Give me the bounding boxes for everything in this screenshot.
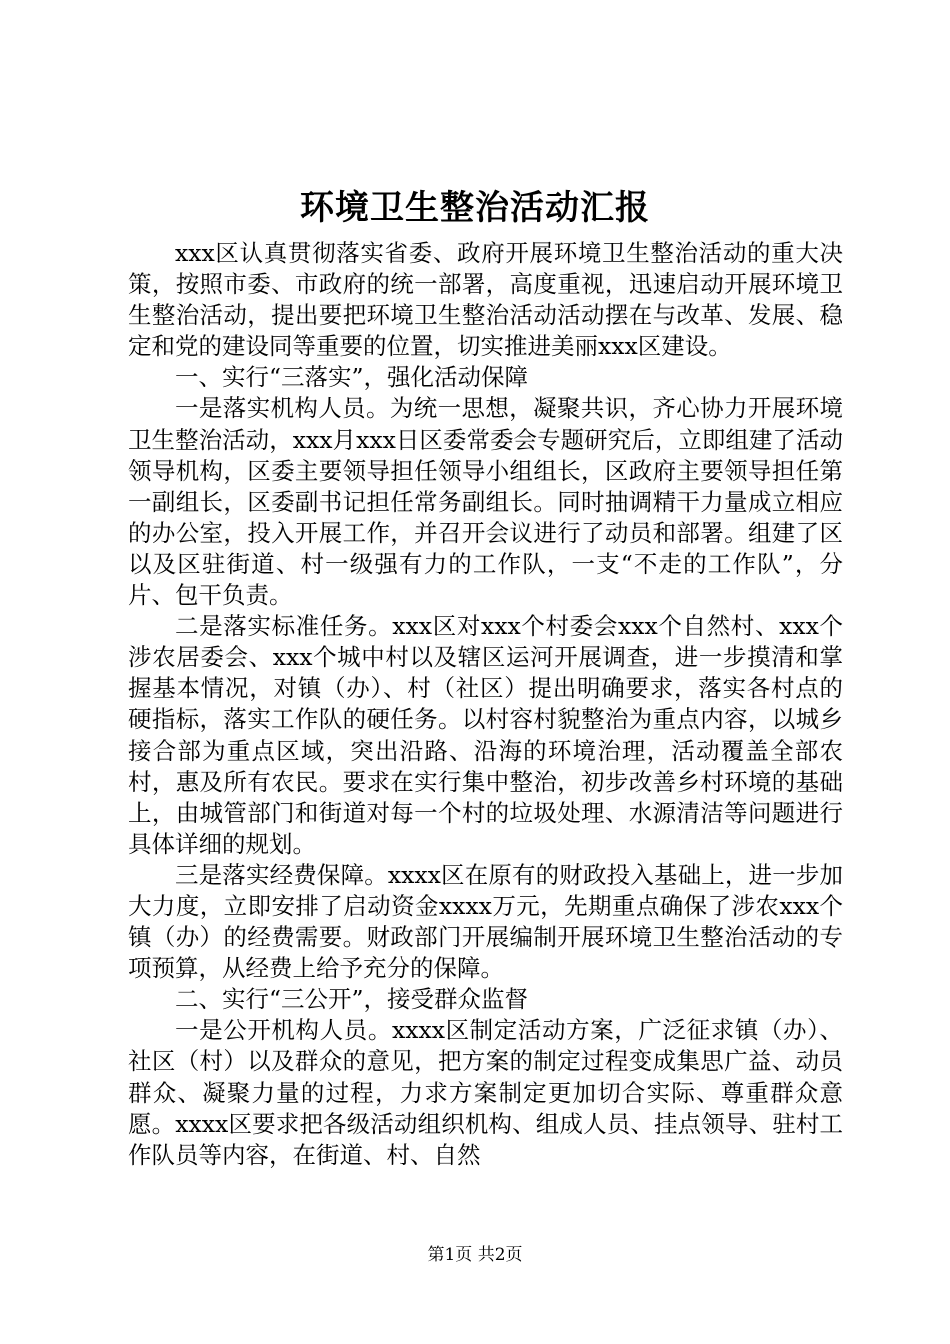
body-paragraph: 一是公开机构人员。xxxx区制定活动方案，广泛征求镇（办）、社区（村）以及群众的意见，把方案的制定过程变成集思广益、动员群众、凝聚力量的过程，力求方案制定更加切合实际、尊重群众意愿。xxxx区要求把各级活动组织机构、组成人员、挂点领导、驻村工作队员等内容，在街道、村、自然 xyxy=(128,1016,843,1169)
body-paragraph: 二是落实标准任务。xxx区对xxx个村委会xxx个自然村、xxx个涉农居委会、xxx个城中村以及辖区运河开展调查，进一步摸清和掌握基本情况，对镇（办）、村（社区）提出明确要求，落实各村点的硬指标，落实工作队的硬任务。以村容村貌整治为重点内容，以城乡接合部为重点区域，突出沿路、沿海的环境治理，活动覆盖全部农村，惠及所有农民。要求在实行集中整治，初步改善乡村环境的基础上，由城管部门和街道对每一个村的垃圾处理、水源清洁等问题进行具体详细的规划。 xyxy=(128,612,843,858)
section-heading-2: 二、实行“三公开”，接受群众监督 xyxy=(175,985,529,1014)
document-title: 环境卫生整治活动汇报 xyxy=(300,188,650,228)
section-heading-1: 一、实行“三落实”，强化活动保障 xyxy=(175,363,529,392)
page-footer: 第1页 共2页 xyxy=(427,1245,523,1265)
intro-paragraph: xxx区认真贯彻落实省委、政府开展环境卫生整治活动的重大决策，按照市委、市政府的统一部署，高度重视，迅速启动开展环境卫生整治活动，提出要把环境卫生整治活动活动摆在与改革、发展、稳定和党的建设同等重要的位置，切实推进美丽xxx区建设。 xyxy=(128,239,843,361)
body-paragraph: 三是落实经费保障。xxxx区在原有的财政投入基础上，进一步加大力度，立即安排了启动资金xxxx万元，先期重点确保了涉农xxx个镇（办）的经费需要。财政部门开展编制开展环境卫生整治活动的专项预算，从经费上给予充分的保障。 xyxy=(128,860,843,983)
body-paragraph: 一是落实机构人员。为统一思想，凝聚共识，齐心协力开展环境卫生整治活动，xxx月xxx日区委常委会专题研究后，立即组建了活动领导机构，区委主要领导担任领导小组组长，区政府主要领导担任第一副组长，区委副书记担任常务副组长。同时抽调精干力量成立相应的办公室，投入开展工作，并召开会议进行了动员和部署。组建了区以及区驻街道、村一级强有力的工作队，一支“不走的工作队”，分片、包干负责。 xyxy=(128,394,843,610)
document-body xyxy=(128,238,843,1171)
